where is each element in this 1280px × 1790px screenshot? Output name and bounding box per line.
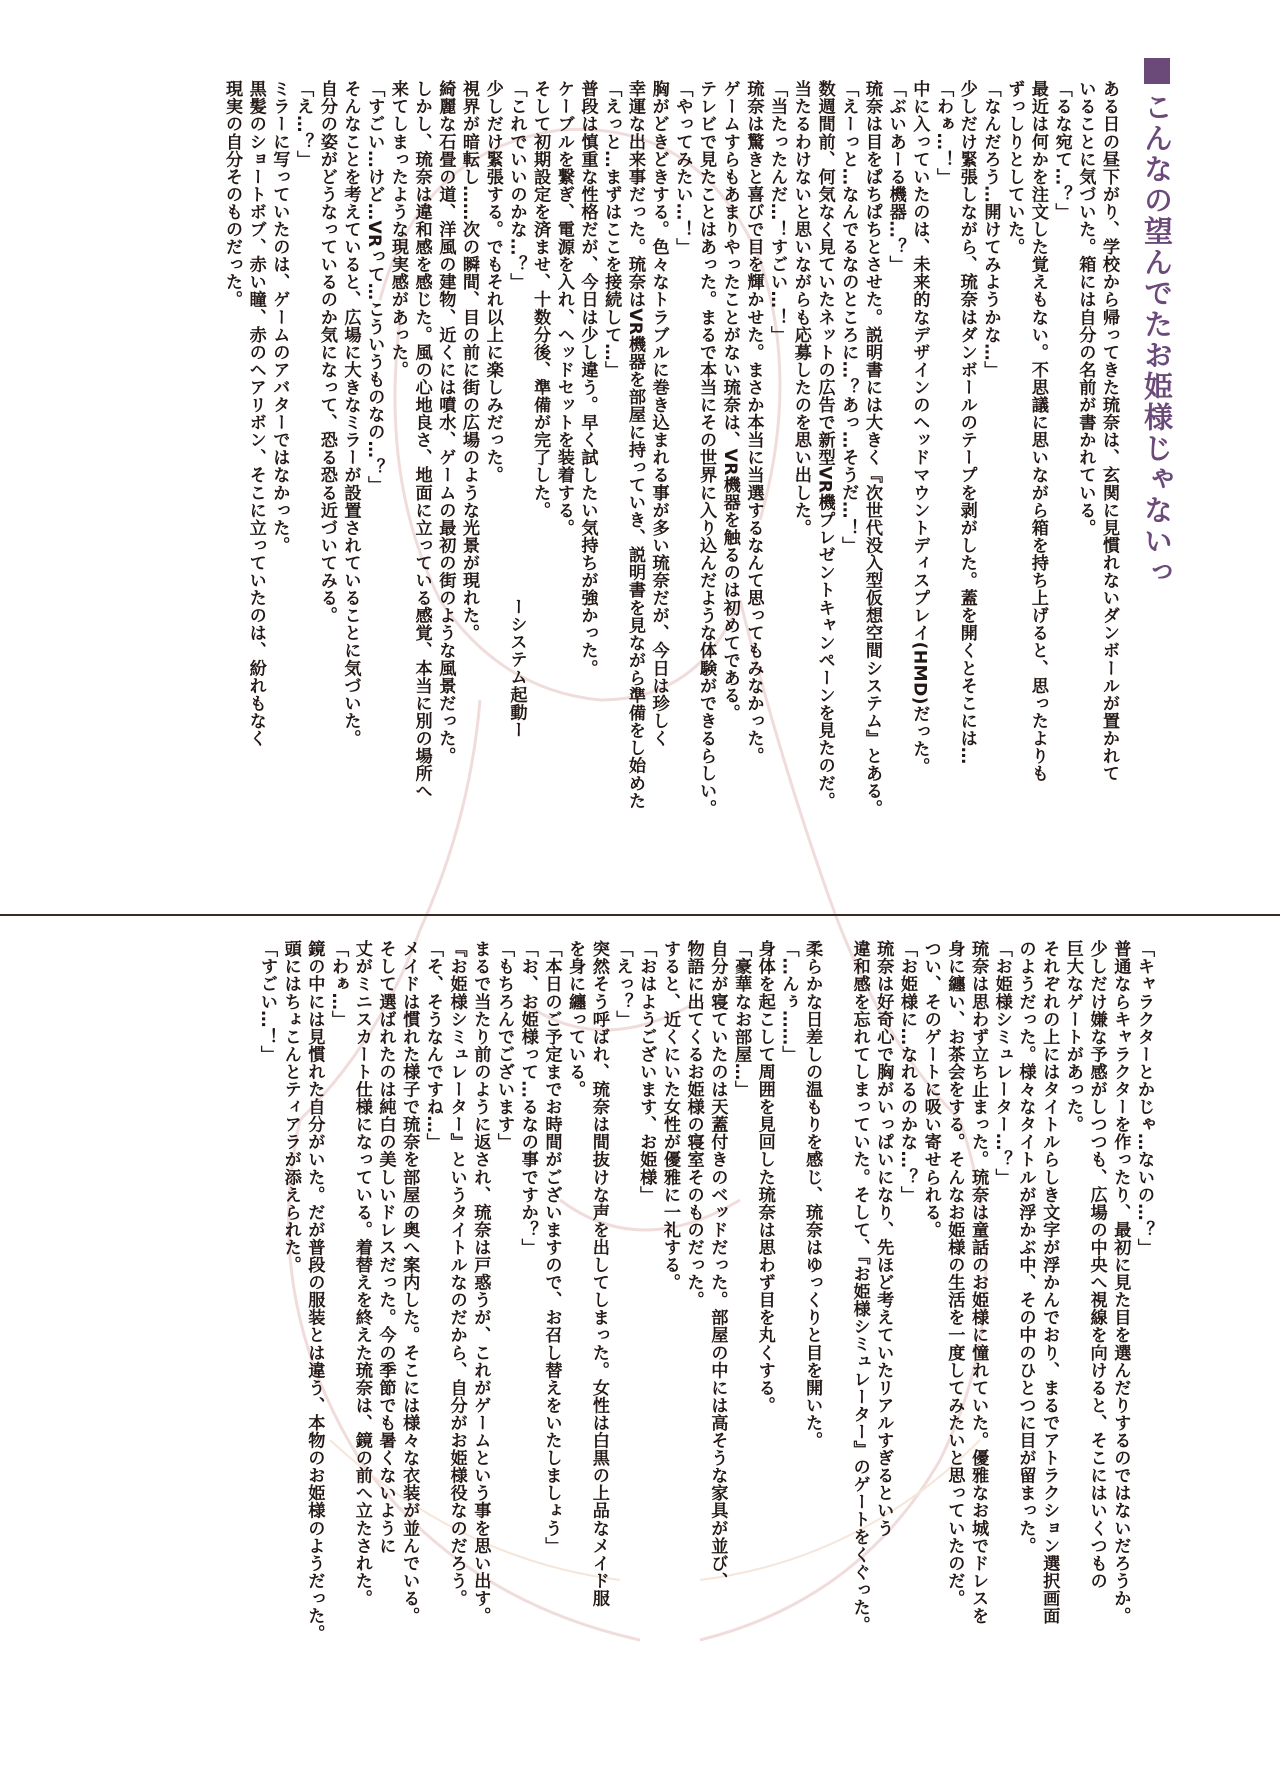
text-line: 「本日のご予定までお時間がございますので、お召し替えをいたしましょう」 xyxy=(541,940,562,1555)
text-line: 「これでいいのかな…？」 ーシステム起動ー xyxy=(506,80,527,739)
section-divider xyxy=(0,914,1280,916)
text-line: 「そ、そうなんですね…」 xyxy=(422,940,443,1151)
text-line: 「えーっと…なんでるなのところに…？あっ…そうだ…！」 xyxy=(838,80,859,554)
text-line: しかし、琉奈は違和感を感じた。風の心地良さ、地面に立っている感覚、本当に別の場所へ xyxy=(411,80,432,800)
text-line: メイドは慣れた様子で琉奈を部屋の奥へ案内した。そこには様々な衣装が並んでいる。 xyxy=(399,940,420,1625)
text-line: 頭にはちょこんとティアラが添えられた。 xyxy=(280,940,301,1274)
top-text-block xyxy=(219,80,1120,818)
text-line: 琉奈は思わず立ち止まった。琉奈は童話のお姫様に憧れていた。優雅なお城でドレスを xyxy=(968,940,989,1625)
text-line: 「やってみたい…！」 xyxy=(672,80,693,256)
text-line: 視界が暗転し……次の瞬間、目の前に街の広場のような光景が現れた。 xyxy=(459,80,480,642)
text-line: 突然そう呼ばれ、琉奈は間抜けな声を出してしまった。女性は白黒の上品なメイド服 xyxy=(588,940,609,1607)
text-line: つい、そのゲートに吸い寄せられる。 xyxy=(920,940,941,1239)
text-line: 幸運な出来事だった。琉奈はVR機器を部屋に持っていき、説明書を見ながら準備をし始めた xyxy=(624,80,645,810)
text-line: 琉奈は驚きと喜びで目を輝かせた。まさか本当に当選するなんて思ってもみなかった。 xyxy=(743,80,764,765)
text-line: 中に入っていたのは、未来的なデザインのヘッドマウントディスプレイ(HMD)だった。 xyxy=(909,80,930,776)
text-line: 「お、お姫様って…るなの事ですか？」 xyxy=(517,940,538,1256)
text-line: そして選ばれたのは純白の美しいドレスだった。今の季節でも暑くないように xyxy=(375,940,396,1555)
text-line: ずっしりとしていた。 xyxy=(1004,80,1025,256)
text-line: 「るな宛て…？」 xyxy=(1051,80,1072,221)
text-line: 「…んぅ……」 xyxy=(778,940,799,1063)
title-text: こんなの望んでたお姫様じゃないっ xyxy=(1140,92,1174,588)
text-line: 「すごい…けど…VRって…こういうものなの…？」 xyxy=(364,80,385,494)
text-line: 琉奈は目をぱちぱちとさせた。説明書には大きく『次世代没入型仮想空間システム』とある。 xyxy=(861,80,882,818)
text-line: 「わぁ…！」 xyxy=(933,80,954,186)
text-line: 「ぶいあーる機器…？」 xyxy=(885,80,906,274)
text-line: 「おはようございます、お姫様」 xyxy=(636,940,657,1204)
text-line: 物語に出てくるお姫様の寝室そのものだった。 xyxy=(683,940,704,1309)
text-line: のようだった。様々なタイトルが浮かぶ中、その中のひとつに目が留まった。 xyxy=(1015,940,1036,1555)
bottom-text-block xyxy=(254,940,1155,1770)
text-line: 普段は慎重な性格だが、今日は少し違う。早く試したい気持ちが強かった。 xyxy=(577,80,598,677)
text-line: 「キャラクターとかじゃ…ないの…？」 xyxy=(1134,940,1154,1256)
text-line: 違和感を忘れてしまっていた。そして、『お姫様シミュレーター』のゲートをくぐった。 xyxy=(849,940,870,1634)
text-line: 現実の自分そのものだった。 xyxy=(221,80,242,309)
text-line: ケーブルを繋ぎ、電源を入れ、ヘッドセットを装着する。 xyxy=(553,80,574,537)
text-line: 黒髪のショートボブ、赤い瞳、赤のヘアリボン、そこに立っていたのは、紛れもなく xyxy=(245,80,266,747)
text-line: 来てしまったような現実感があった。 xyxy=(387,80,408,379)
text-line: 鏡の中には見慣れた自分がいた。だが普段の服装とは違う、本物のお姫様のようだった。 xyxy=(304,940,325,1642)
text-line: 最近は何かを注文した覚えもない。不思議に思いながら箱を持ち上げると、思ったよりも xyxy=(1027,80,1048,782)
text-line: 綺麗な石畳の道、洋風の建物、近くには噴水、ゲームの最初の街のような風景だった。 xyxy=(435,80,456,765)
text-line xyxy=(823,940,847,1770)
text-line: 琉奈は好奇心で胸がいっぱいになり、先ほど考えていたリアルすぎるという xyxy=(873,940,894,1537)
text-line: 「お姫様に…なれるのかな…？」 xyxy=(896,940,917,1204)
text-line: いることに気づいた。箱には自分の名前が書かれている。 xyxy=(1075,80,1096,537)
text-line: 『お姫様シミュレーター』というタイトルなのだから、自分がお姫様役なのだろう。 xyxy=(446,940,467,1607)
text-line: テレビで見たことはあった。まるで本当にその世界に入り込んだような体験ができるらしい。 xyxy=(696,80,717,818)
text-line: 巨大なゲートがあった。 xyxy=(1062,940,1083,1134)
text-line: ゲームすらもあまりやったことがない琉奈は、VR機器を触るのは初めてである。 xyxy=(719,80,740,722)
text-line: 自分が寝ていたのは天蓋付きのベッドだった。部屋の中には高そうな家具が並び、 xyxy=(707,940,728,1590)
text-line: 「当たったんだ…！すごい…！」 xyxy=(767,80,788,344)
text-line: 「なんだろう…開けてみようかな…」 xyxy=(980,80,1001,379)
text-line: 少しだけ嫌な予感がしつつも、広場の中央へ視線を向けると、そこにはいくつもの xyxy=(1086,940,1107,1590)
text-line: 「豪華なお部屋…」 xyxy=(731,940,752,1098)
text-line: 胸がどきどきする。色々なトラブルに巻き込まれる事が多い琉奈だが、今日は珍しく xyxy=(648,80,669,747)
text-line: を身に纏っている。 xyxy=(565,940,586,1098)
text-line: 「お姫様シミュレーター…？」 xyxy=(991,940,1012,1186)
text-line: それぞれの上にはタイトルらしき文字が浮かんでおり、まるでアトラクション選択画面 xyxy=(1039,940,1060,1625)
text-line: 数週間前、何気なく見ていたネットの広告で新型VR機プレゼントキャンペーンを見たのだ。 xyxy=(814,80,835,810)
text-line: 普通ならキャラクターを作ったり、最初に見た目を選んだりするのではないだろうか。 xyxy=(1110,940,1131,1625)
text-line: 身体を起こして周囲を見回した琉奈は思わず目を丸くする。 xyxy=(754,940,775,1414)
text-line: 柔らかな日差しの温もりを感じ、琉奈はゆっくりと目を開いた。 xyxy=(802,940,823,1449)
text-line: 「わぁ…」 xyxy=(328,940,349,1028)
text-line: 少しだけ緊張しながら、琉奈はダンボールのテープを剥がした。蓋を開くとそこには… xyxy=(956,80,977,765)
text-line: 自分の姿がどうなっているのか気になって、恐る恐る近づいてみる。 xyxy=(316,80,337,625)
text-line: そんなことを考えていると、広場に大きなミラーが設置されていることに気づいた。 xyxy=(340,80,361,747)
text-line: まるで当たり前のように返され、琉奈は戸惑うが、これがゲームという事を思い出す。 xyxy=(470,940,491,1625)
text-line: そして初期設定を済ませ、十数分後、準備が完了した。 xyxy=(530,80,551,519)
text-line: 「え…？」 xyxy=(293,80,314,168)
title-square-icon xyxy=(1144,58,1170,84)
text-line: ある日の昼下がり、学校から帰ってきた琉奈は、玄関に見慣れないダンボールが置かれて xyxy=(1099,80,1119,782)
text-line: 「もちろんでございます」 xyxy=(494,940,515,1151)
text-line: 身に纏い、お茶会をする。そんなお姫様の生活を一度してみたいと思っていたのだ。 xyxy=(944,940,965,1607)
text-line: 当たるわけないと思いながらも応募したのを思い出した。 xyxy=(790,80,811,537)
text-line: 「えっ？」 xyxy=(612,940,633,1028)
text-line: 丈がミニスカート仕様になっている。着替えを終えた琉奈は、鏡の前へ立たされた。 xyxy=(351,940,372,1607)
text-line: 少しだけ緊張する。でもそれ以上に楽しみだった。 xyxy=(482,80,503,484)
section-title xyxy=(1134,52,1180,588)
text-line: 「えっと…まずはここを接続して…」 xyxy=(601,80,622,379)
text-line: 「すごい…！」 xyxy=(256,940,277,1063)
text-line: すると、近くにいた女性が優雅に一礼する。 xyxy=(659,940,680,1291)
text-line: ミラーに写っていたのは、ゲームのアバターではなかった。 xyxy=(269,80,290,554)
